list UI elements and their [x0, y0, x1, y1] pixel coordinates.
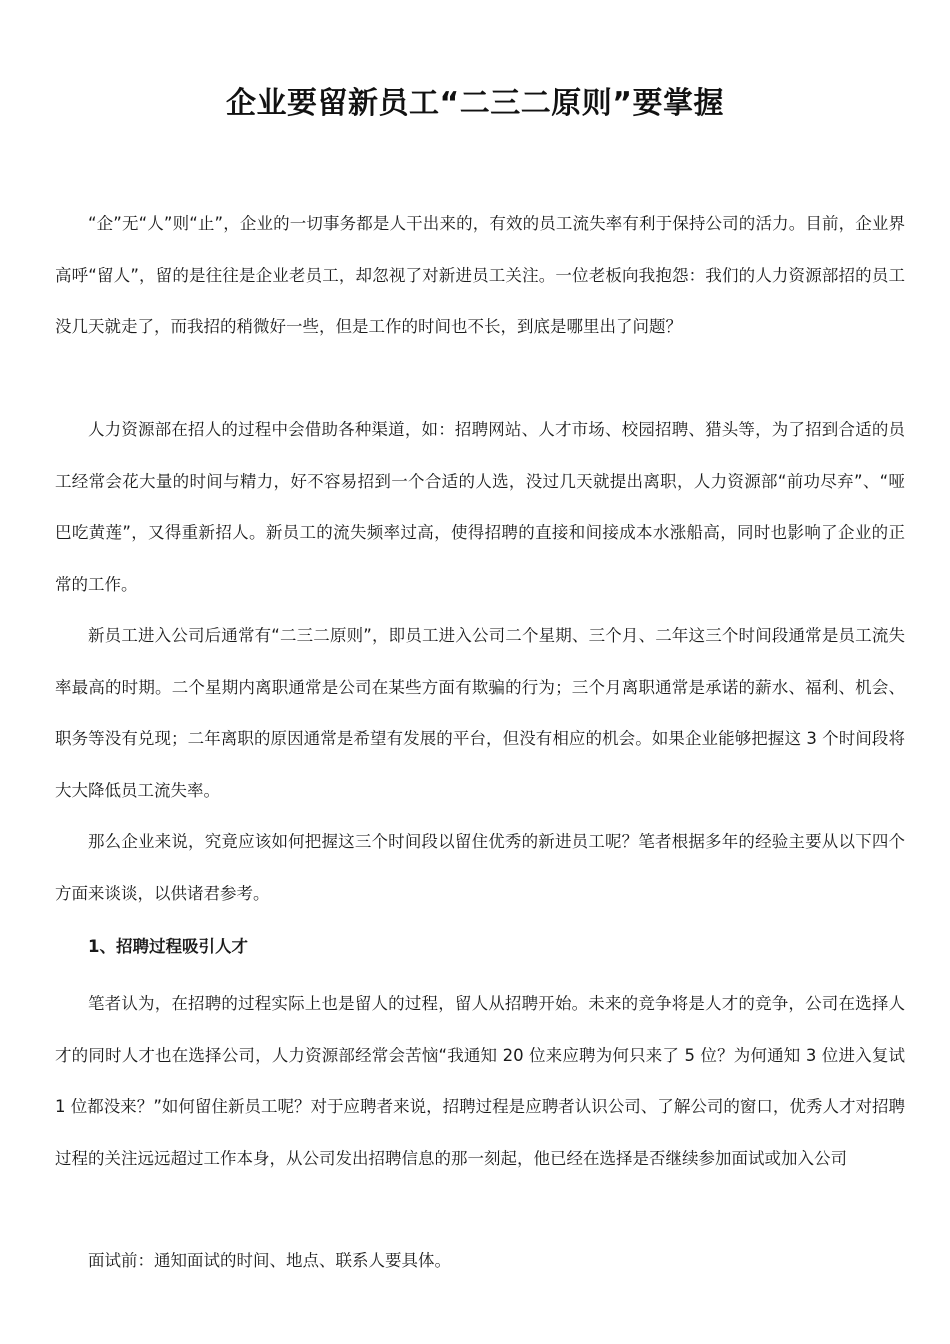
paragraph-recruitment-process: 笔者认为，在招聘的过程实际上也是留人的过程，留人从招聘开始。未来的竞争将是人才的竞争，公司在选择人才的同时人才也在选择公司，人力资源部经常会苦恼“我通知 20 位来应聘为何只来了 5 位？为何通知 3 位进入复试 1 位都没来？”如何留住新员工呢？对于应聘者来说，招聘过程是应聘者认识公司、了解公司的窗口，优秀人才对招聘过程的关注远远超过工作本身，从公司发出招聘信息的那一刻起，他已经在选择是否继续参加面试或加入公司: [55, 994, 905, 1168]
paragraph-recruitment-channels: 人力资源部在招人的过程中会借助各种渠道，如：招聘网站、人才市场、校园招聘、猎头等，为了招到合适的员工经常会花大量的时间与精力，好不容易招到一个合适的人选，没过几天就提出离职，人力资源部“前功尽弃”、“哑巴吃黄莲”，又得重新招人。新员工的流失频率过高，使得招聘的直接和间接成本水涨船高，同时也影响了企业的正常的工作。: [55, 420, 905, 594]
document-title: 企业要留新员工“二三二原则”要掌握: [226, 86, 724, 121]
paragraph-before-interview: 面试前：通知面试的时间、地点、联系人要具体。: [88, 1251, 451, 1270]
section-heading: 1、招聘过程吸引人才: [88, 937, 248, 956]
paragraph-two-three-two-rule: 新员工进入公司后通常有“二三二原则”，即员工进入公司二个星期、三个月、二年这三个时间段通常是员工流失率最高的时期。二个星期内离职通常是公司在某些方面有欺骗的行为；三个月离职通常是承诺的薪水、福利、机会、职务等没有兑现；二年离职的原因通常是希望有发展的平台，但没有相应的机会。如果企业能够把握这 3 个时间段将大大降低员工流失率。: [55, 626, 905, 800]
paragraph-four-aspects: 那么企业来说，究竟应该如何把握这三个时间段以留住优秀的新进员工呢？笔者根据多年的经验主要从以下四个方面来谈谈，以供诸君参考。: [55, 832, 905, 903]
paragraph-intro: “企”无“人”则“止”，企业的一切事务都是人干出来的，有效的员工流失率有利于保持公司的活力。目前，企业界高呼“留人”，留的是往往是企业老员工，却忽视了对新进员工关注。一位老板向我抱怨：我们的人力资源部招的员工没几天就走了，而我招的稍微好一些，但是工作的时间也不长，到底是哪里出了问题？: [55, 214, 905, 336]
